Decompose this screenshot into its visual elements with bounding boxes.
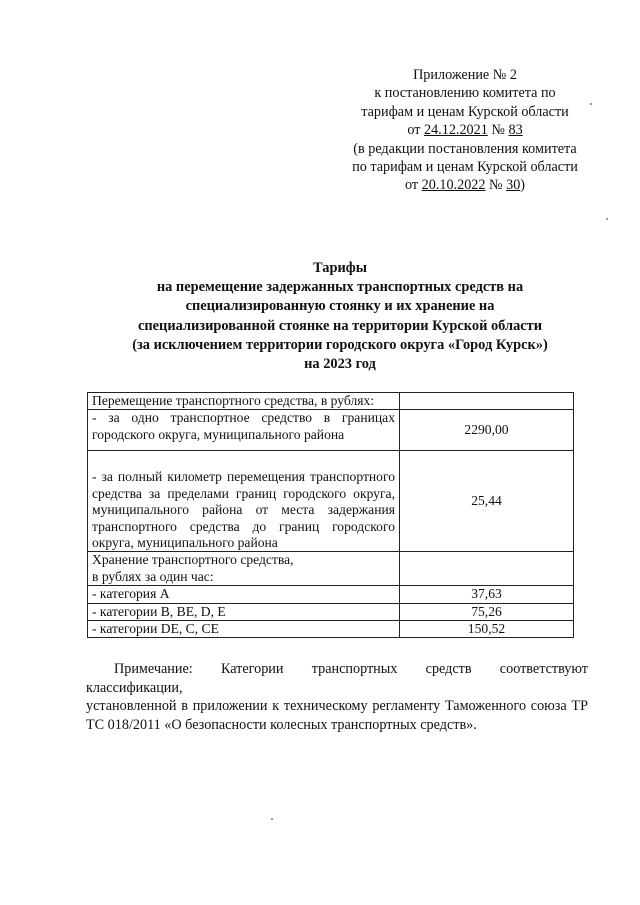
table-row [88, 393, 574, 410]
table-row [88, 586, 574, 603]
row-label: - за одно транспортное средство в границах городского округа, муниципального района [88, 410, 400, 451]
appendix-ref-line: тарифам и ценам Курской области [361, 103, 569, 120]
table-row [88, 410, 574, 451]
footnote-rest: установленной в приложении к техническому регламенту Таможенного союза ТР ТС 018/2011 «О безопасности колесных транспортных средств». [86, 698, 588, 733]
edition-date-line: от 20.10.2022 № 30) [404, 177, 526, 194]
edition-line: (в редакции постановления комитета [353, 140, 577, 157]
row-value: 75,26 [400, 603, 574, 620]
title-line: (за исключением территории городского округа «Город Курск») [132, 336, 548, 353]
row-label: - категории B, BE, D, E [88, 603, 400, 620]
storage-header: Хранение транспортного средства, в рублях за один час: [88, 552, 400, 586]
table-row [88, 621, 574, 638]
appendix-number: Приложение № 2 [413, 67, 517, 83]
movement-header: Перемещение транспортного средства, в рублях: [88, 393, 400, 410]
edition-line: по тарифам и ценам Курской области [352, 159, 578, 176]
appendix-ref-line: к постановлению комитета по [374, 85, 556, 102]
footnote-line: Примечание: Категории транспортных средств соответствуют классификации, [86, 661, 588, 696]
row-value: 37,63 [400, 586, 574, 603]
row-label: - категории DE, C, CE [88, 621, 400, 638]
scan-speck [271, 818, 273, 820]
title-heading: Тарифы [313, 260, 367, 276]
appendix-date-line: от 24.12.2021 № 83 [407, 122, 523, 139]
table-row [88, 552, 574, 586]
appendix-header [334, 66, 596, 195]
footnote [86, 660, 588, 734]
edition-number: 30 [506, 177, 521, 194]
row-label: - категория А [88, 586, 400, 603]
title-line: специализированной стоянке на территории Курской области [137, 317, 543, 334]
scan-speck [590, 103, 592, 105]
table-row [88, 451, 574, 552]
edition-date: 20.10.2022 [421, 177, 486, 194]
title-line: специализированную стоянку и их хранение на [185, 298, 495, 315]
row-value: 2290,00 [400, 410, 574, 451]
document-title [60, 259, 620, 374]
row-label: - за полный километр перемещения транспортного средства за пределами границ городского округа, муниципального района от места задержания транспортного средства до границ городского округа, муниципального района [88, 451, 400, 552]
resolution-number: 83 [508, 122, 523, 139]
table-row [88, 603, 574, 620]
tariffs-table [87, 392, 574, 638]
row-value: 150,52 [400, 621, 574, 638]
scan-speck [606, 218, 608, 220]
resolution-date: 24.12.2021 [423, 122, 488, 139]
row-value: 25,44 [400, 451, 574, 552]
title-line: на перемещение задержанных транспортных средств на [156, 279, 524, 296]
title-year: на 2023 год [304, 356, 376, 373]
